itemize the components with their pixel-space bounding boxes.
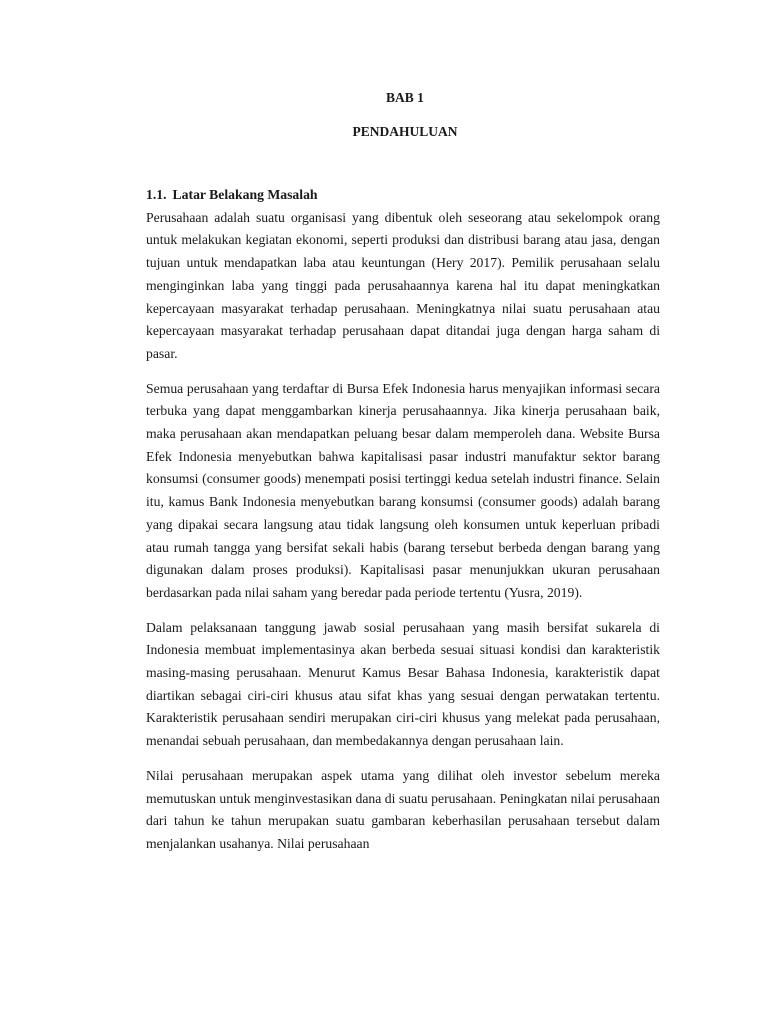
- chapter-title: PENDAHULUAN: [352, 124, 458, 139]
- section-heading: [146, 184, 660, 207]
- paragraph-3: Dalam pelaksanaan tanggung jawab sosial perusahaan yang masih bersifat sukarela di Indonesia membuat implementasinya akan berbeda sesuai situasi kondisi dan karakteristik masing-masing perusahaan. Menurut Kamus Besar Bahasa Indonesia, karakteristik dapat diartikan sebagai ciri-ciri khusus atau sifat khas yang sesuai dengan perwatakan tertentu. Karakteristik perusahaan sendiri merupakan ciri-ciri khusus yang melekat pada perusahaan, menandai sebuah perusahaan, dan membedakannya dengan perusahaan lain.: [146, 619, 660, 749]
- section-title: Latar Belakang Masalah: [172, 187, 318, 202]
- paragraph-4: Nilai perusahaan merupakan aspek utama yang dilihat oleh investor sebelum mereka memutuskan untuk menginvestasikan dana di suatu perusahaan. Peningkatan nilai perusahaan dari tahun ke tahun merupakan suatu gambaran keberhasilan perusahaan tersebut dalam menjalankan usahanya. Nilai perusahaan: [146, 767, 660, 851]
- section-number: 1.1.: [146, 187, 167, 202]
- document-body: [146, 184, 660, 868]
- paragraph-2: Semua perusahaan yang terdaftar di Bursa Efek Indonesia harus menyajikan informasi secara terbuka yang dapat menggambarkan kinerja perusahaannya. Jika kinerja perusahaan baik, maka perusahaan akan mendapatkan peluang besar dalam memperoleh dana. Website Bursa Efek Indonesia menyebutkan bahwa kapitalisasi pasar industri manufaktur sektor barang konsumsi (consumer goods) menempati posisi tertinggi kedua setelah industri finance. Selain itu, kamus Bank Indonesia menyebutkan barang konsumsi (consumer goods) adalah barang yang dipakai secara langsung atau tidak langsung oleh konsumen untuk keperluan pribadi atau rumah tangga yang bersifat sekali habis (barang tersebut berbeda dengan barang yang digunakan dalam proses produksi). Kapitalisasi pasar menunjukkan ukuran perusahaan berdasarkan pada nilai saham yang beredar pada periode tertentu (Yusra, 2019).: [146, 380, 660, 600]
- paragraph-1: Perusahaan adalah suatu organisasi yang dibentuk oleh seseorang atau sekelompok orang untuk melakukan kegiatan ekonomi, seperti produksi dan distribusi barang atau jasa, dengan tujuan untuk mendapatkan laba atau keuntungan (Hery 2017). Pemilik perusahaan selalu menginginkan laba yang tinggi pada perusahaannya karena hal itu dapat meningkatkan kepercayaan masyarakat terhadap perusahaan. Meningkatnya nilai suatu perusahaan atau kepercayaan masyarakat terhadap perusahaan dapat ditandai juga dengan harga saham di pasar.: [146, 209, 660, 361]
- chapter-number: BAB 1: [386, 90, 424, 105]
